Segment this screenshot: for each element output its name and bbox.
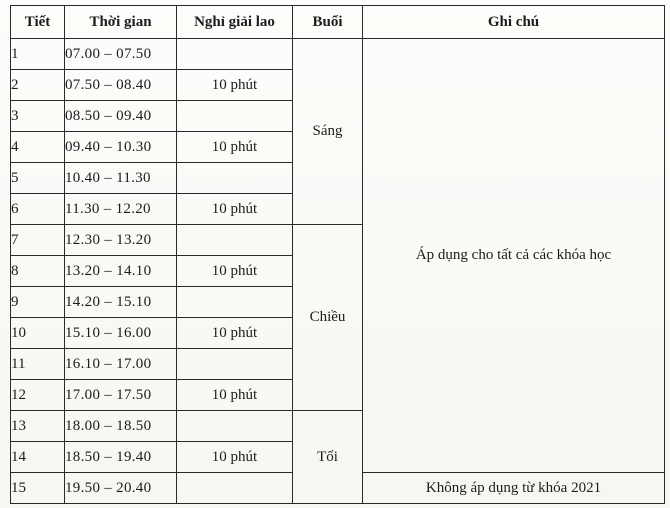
session-morning: Sáng — [293, 39, 363, 225]
break-cell — [177, 473, 293, 504]
time-cell: 19.50 – 20.40 — [65, 473, 177, 504]
header-period: Tiết — [11, 6, 65, 39]
time-cell: 07.50 – 08.40 — [65, 70, 177, 101]
break-cell: 10 phút — [177, 318, 293, 349]
period-cell: 4 — [11, 132, 65, 163]
time-cell: 17.00 – 17.50 — [65, 380, 177, 411]
period-cell: 12 — [11, 380, 65, 411]
header-row — [11, 6, 665, 39]
table-row — [11, 39, 665, 70]
period-cell: 2 — [11, 70, 65, 101]
period-cell: 3 — [11, 101, 65, 132]
time-cell: 12.30 – 13.20 — [65, 225, 177, 256]
time-cell: 09.40 – 10.30 — [65, 132, 177, 163]
period-cell: 1 — [11, 39, 65, 70]
header-session: Buổi — [293, 6, 363, 39]
break-cell — [177, 101, 293, 132]
period-cell: 11 — [11, 349, 65, 380]
break-cell: 10 phút — [177, 442, 293, 473]
time-cell: 18.00 – 18.50 — [65, 411, 177, 442]
break-cell — [177, 39, 293, 70]
time-cell: 13.20 – 14.10 — [65, 256, 177, 287]
header-break: Nghỉ giải lao — [177, 6, 293, 39]
break-cell — [177, 163, 293, 194]
break-cell — [177, 349, 293, 380]
time-cell: 14.20 – 15.10 — [65, 287, 177, 318]
session-afternoon: Chiều — [293, 225, 363, 411]
time-cell: 16.10 – 17.00 — [65, 349, 177, 380]
header-time: Thời gian — [65, 6, 177, 39]
session-evening: Tối — [293, 411, 363, 504]
time-cell: 07.00 – 07.50 — [65, 39, 177, 70]
time-cell: 11.30 – 12.20 — [65, 194, 177, 225]
break-cell — [177, 287, 293, 318]
break-cell: 10 phút — [177, 132, 293, 163]
break-cell — [177, 411, 293, 442]
time-cell: 15.10 – 16.00 — [65, 318, 177, 349]
period-cell: 5 — [11, 163, 65, 194]
time-cell: 10.40 – 11.30 — [65, 163, 177, 194]
time-cell: 18.50 – 19.40 — [65, 442, 177, 473]
time-cell: 08.50 – 09.40 — [65, 101, 177, 132]
period-cell: 6 — [11, 194, 65, 225]
note-last: Không áp dụng từ khóa 2021 — [363, 473, 665, 504]
period-cell: 10 — [11, 318, 65, 349]
period-cell: 14 — [11, 442, 65, 473]
period-cell: 13 — [11, 411, 65, 442]
break-cell: 10 phút — [177, 380, 293, 411]
class-schedule-table — [10, 5, 665, 504]
period-cell: 9 — [11, 287, 65, 318]
note-main: Áp dụng cho tất cả các khóa học — [363, 39, 665, 473]
break-cell — [177, 225, 293, 256]
break-cell: 10 phút — [177, 194, 293, 225]
break-cell: 10 phút — [177, 256, 293, 287]
period-cell: 7 — [11, 225, 65, 256]
period-cell: 15 — [11, 473, 65, 504]
break-cell: 10 phút — [177, 70, 293, 101]
period-cell: 8 — [11, 256, 65, 287]
header-note: Ghi chú — [363, 6, 665, 39]
